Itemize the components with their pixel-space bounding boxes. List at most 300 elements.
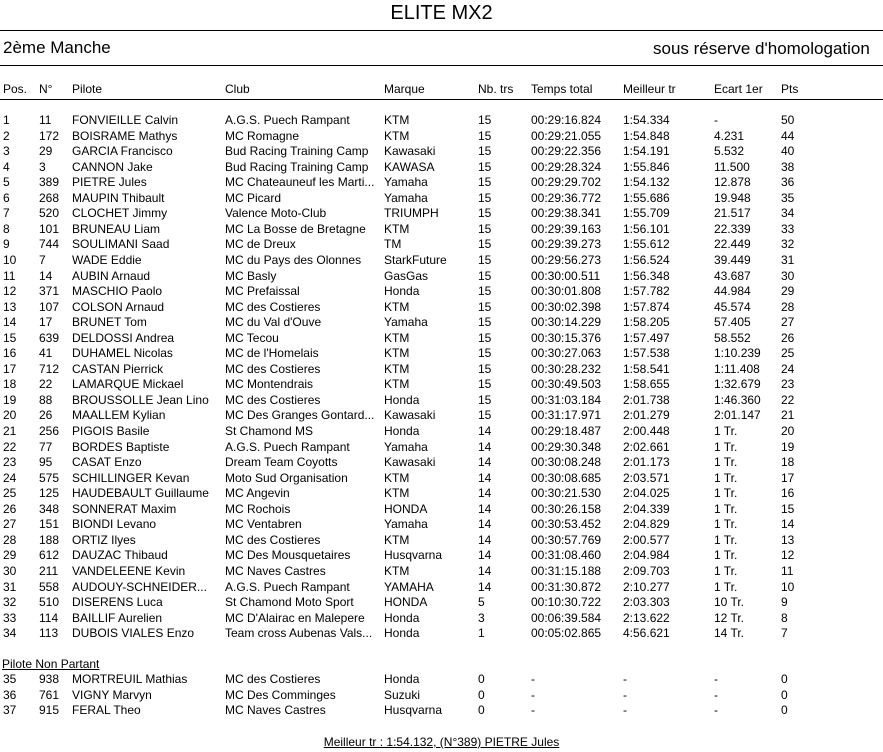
cell-pos: 17 (3, 361, 17, 376)
cell-ecart: 12 Tr. (714, 610, 745, 625)
cell-pts: 13 (781, 532, 795, 547)
cell-marque: Husqvarna (384, 703, 443, 718)
cell-temps: 00:30:27.063 (531, 346, 602, 361)
cell-marque: HONDA (384, 501, 428, 516)
cell-meilleur: 1:57.497 (623, 330, 670, 345)
cell-tours: 15 (478, 361, 492, 376)
cell-num: 88 (39, 392, 53, 407)
cell-marque: Yamaha (384, 517, 428, 532)
cell-temps: 00:10:30.722 (531, 595, 602, 610)
cell-marque: StarkFuture (384, 252, 447, 267)
cell-meilleur: 1:55.846 (623, 159, 670, 174)
cell-pilote: MAUPIN Thibault (72, 190, 165, 205)
cell-meilleur: 1:58.205 (623, 315, 670, 330)
cell-marque: Suzuki (384, 687, 421, 702)
cell-marque: KTM (384, 377, 410, 392)
cell-marque: KTM (384, 221, 410, 236)
table-row (0, 237, 883, 253)
table-row (0, 455, 883, 471)
cell-ecart: 10 Tr. (714, 595, 745, 610)
table-row (0, 611, 883, 627)
cell-pilote: AUDOUY-SCHNEIDER... (72, 579, 207, 594)
table-row (0, 113, 883, 129)
header-pts: Pts (781, 82, 799, 96)
cell-marque: Kawasaki (384, 144, 436, 159)
table-row (0, 408, 883, 424)
table-row (0, 424, 883, 440)
cell-temps: 00:06:39.584 (531, 610, 602, 625)
cell-tours: 15 (478, 190, 492, 205)
cell-num: 575 (39, 470, 60, 485)
cell-ecart: - (714, 703, 718, 718)
table-row (0, 144, 883, 160)
table-row (0, 206, 883, 222)
table-row (0, 362, 883, 378)
cell-pos: 24 (3, 470, 17, 485)
cell-temps: 00:30:15.376 (531, 330, 602, 345)
cell-temps: 00:30:21.530 (531, 486, 602, 501)
cell-marque: Yamaha (384, 175, 428, 190)
cell-tours: 14 (478, 470, 492, 485)
cell-pilote: SCHILLINGER Kevan (72, 470, 190, 485)
cell-pilote: HAUDEBAULT Guillaume (72, 486, 209, 501)
cell-tours: 15 (478, 268, 492, 283)
cell-pts: 23 (781, 377, 795, 392)
cell-tours: 0 (478, 672, 485, 686)
cell-pts: 12 (781, 548, 795, 563)
cell-num: 101 (39, 221, 60, 236)
cell-meilleur: 2:01.279 (623, 408, 670, 423)
cell-pos: 1 (3, 113, 10, 127)
cell-tours: 14 (478, 439, 492, 454)
cell-pts: 31 (781, 252, 795, 267)
cell-club: MC Des Mousquetaires (225, 548, 351, 563)
cell-tours: 14 (478, 563, 492, 578)
header-tours: Nb. trs (478, 82, 514, 96)
cell-pilote: CANNON Jake (72, 159, 153, 174)
cell-pts: 28 (781, 299, 795, 314)
cell-pos: 32 (3, 595, 17, 610)
cell-club: MC D'Alairac en Malepere (225, 610, 365, 625)
cell-ecart: 22.339 (714, 221, 751, 236)
cell-pos: 36 (3, 687, 17, 702)
cell-tours: 14 (478, 424, 492, 438)
cell-tours: 15 (478, 346, 492, 361)
cell-ecart: 1:11.408 (714, 361, 760, 376)
cell-ecart: 1 Tr. (714, 486, 738, 501)
cell-ecart: 1 Tr. (714, 532, 738, 547)
header-pos: Pos. (3, 82, 28, 96)
cell-num: 348 (39, 501, 60, 516)
cell-pts: 30 (781, 268, 795, 283)
cell-temps: 00:30:02.398 (531, 299, 602, 314)
cell-ecart: 1:32.679 (714, 377, 761, 392)
cell-pos: 18 (3, 377, 17, 392)
cell-meilleur: - (623, 672, 627, 686)
cell-club: MC La Bosse de Bretagne (225, 221, 366, 236)
cell-tours: 14 (478, 532, 492, 547)
cell-num: 14 (39, 268, 53, 283)
cell-pilote: VANDELEENE Kevin (72, 563, 186, 578)
table-row (0, 346, 883, 362)
cell-tours: 15 (478, 128, 492, 143)
cell-tours: 0 (478, 687, 485, 702)
cell-club: MC Ventabren (225, 517, 302, 532)
table-row (0, 377, 883, 393)
cell-temps: 00:30:01.808 (531, 284, 602, 299)
header-pilote: Pilote (72, 82, 103, 96)
cell-pos: 29 (3, 548, 17, 563)
cell-pts: 40 (781, 144, 795, 159)
cell-num: 744 (39, 237, 60, 252)
cell-tours: 14 (478, 501, 492, 516)
cell-pos: 10 (3, 252, 17, 267)
cell-club: MC des Costieres (225, 532, 321, 547)
cell-tours: 15 (478, 159, 492, 174)
cell-temps: 00:29:36.772 (531, 190, 602, 205)
cell-num: 125 (39, 486, 60, 501)
cell-num: 389 (39, 175, 60, 190)
cell-pilote: BRUNET Tom (72, 315, 147, 330)
cell-pilote: AUBIN Arnaud (72, 268, 151, 283)
cell-pts: 11 (781, 563, 794, 578)
cell-num: 172 (39, 128, 60, 143)
cell-meilleur: - (623, 687, 627, 702)
header-ecart: Ecart 1er (714, 82, 763, 96)
table-row (0, 626, 883, 642)
cell-meilleur: 1:58.655 (623, 377, 670, 392)
cell-meilleur: 1:56.101 (623, 221, 670, 236)
cell-club: MC Angevin (225, 486, 290, 501)
cell-pts: 16 (781, 486, 795, 501)
cell-club: Team cross Aubenas Vals... (225, 626, 373, 641)
cell-ecart: 2:01.147 (714, 408, 761, 423)
cell-num: 113 (39, 626, 59, 641)
cell-pos: 13 (3, 299, 17, 314)
table-row (0, 191, 883, 207)
cell-club: MC Romagne (225, 128, 300, 143)
header-meilleur: Meilleur tr (623, 82, 676, 96)
cell-ecart: 5.532 (714, 144, 745, 159)
cell-meilleur: 1:54.848 (623, 128, 670, 143)
cell-temps: 00:31:30.872 (531, 579, 602, 594)
cell-pilote: COLSON Arnaud (72, 299, 165, 314)
table-row (0, 595, 883, 611)
cell-ecart: 11.500 (714, 159, 750, 174)
cell-club: St Chamond Moto Sport (225, 595, 354, 610)
cell-pilote: LAMARQUE Mickael (72, 377, 184, 392)
cell-meilleur: 1:55.686 (623, 190, 670, 205)
cell-pilote: MAALLEM Kylian (72, 408, 166, 423)
cell-tours: 15 (478, 175, 492, 190)
table-row (0, 440, 883, 456)
cell-pts: 10 (781, 579, 795, 594)
header-club: Club (225, 82, 250, 96)
cell-temps: 00:31:08.460 (531, 548, 602, 563)
cell-ecart: 39.449 (714, 252, 751, 267)
cell-pos: 30 (3, 563, 17, 578)
cell-meilleur: 2:01.738 (623, 392, 670, 407)
cell-pilote: PIGOIS Basile (72, 424, 150, 438)
cell-num: 761 (39, 687, 60, 702)
cell-ecart: 14 Tr. (714, 626, 745, 641)
cell-ecart: 44.984 (714, 284, 751, 299)
subtitle-divider (0, 65, 883, 66)
cell-marque: KAWASA (384, 159, 435, 174)
cell-marque: HONDA (384, 595, 428, 610)
cell-pts: 19 (781, 439, 795, 454)
cell-tours: 14 (478, 548, 492, 563)
cell-pts: 15 (781, 501, 795, 516)
table-row (0, 517, 883, 533)
cell-pilote: BAILLIF Aurelien (72, 610, 163, 625)
cell-temps: 00:29:56.273 (531, 252, 602, 267)
cell-ecart: 1 Tr. (714, 517, 738, 532)
cell-pts: 20 (781, 424, 795, 438)
table-row (0, 703, 883, 719)
cell-marque: TM (384, 237, 402, 252)
cell-ecart: 21.517 (714, 206, 751, 221)
cell-pilote: FERAL Theo (72, 703, 141, 718)
cell-marque: Kawasaki (384, 455, 436, 470)
cell-pilote: MASCHIO Paolo (72, 284, 163, 299)
cell-club: MC Basly (225, 268, 277, 283)
cell-marque: Honda (384, 284, 420, 299)
cell-ecart: 58.552 (714, 330, 751, 345)
cell-pts: 0 (781, 703, 788, 718)
cell-club: St Chamond MS (225, 424, 314, 438)
cell-pos: 20 (3, 408, 17, 423)
cell-tours: 15 (478, 252, 492, 267)
cell-pos: 25 (3, 486, 17, 501)
table-row (0, 548, 883, 564)
cell-tours: 15 (478, 144, 492, 159)
cell-pts: 0 (781, 687, 788, 702)
cell-num: 26 (39, 408, 53, 423)
cell-temps: 00:29:21.055 (531, 128, 602, 143)
cell-pilote: DAUZAC Thibaud (72, 548, 168, 563)
cell-pos: 2 (3, 128, 10, 143)
cell-ecart: 1 Tr. (714, 563, 738, 578)
cell-pts: 24 (781, 361, 795, 376)
cell-pos: 12 (3, 284, 17, 299)
cell-pts: 0 (781, 672, 788, 686)
cell-pos: 19 (3, 392, 17, 407)
cell-pilote: ORTIZ Ilyes (72, 532, 136, 547)
cell-pts: 7 (781, 626, 788, 641)
cell-meilleur: 2:01.173 (623, 455, 670, 470)
cell-tours: 15 (478, 392, 492, 407)
cell-tours: 14 (478, 579, 492, 594)
cell-num: 3 (39, 159, 46, 174)
cell-meilleur: 1:54.191 (623, 144, 670, 159)
cell-ecart: 43.687 (714, 268, 751, 283)
cell-meilleur: 2:04.025 (623, 486, 670, 501)
cell-pts: 27 (781, 315, 795, 330)
cell-tours: 14 (478, 517, 492, 532)
cell-temps: 00:29:39.163 (531, 221, 602, 236)
cell-club: Moto Sud Organisation (225, 470, 348, 485)
cell-num: 41 (39, 346, 53, 361)
cell-ecart: 1 Tr. (714, 470, 738, 485)
cell-club: MC Chateauneuf les Marti... (225, 175, 375, 190)
cell-tours: 14 (478, 455, 492, 470)
cell-pts: 8 (781, 610, 788, 625)
cell-club: MC Picard (225, 190, 282, 205)
table-row (0, 253, 883, 269)
cell-marque: Husqvarna (384, 548, 443, 563)
cell-num: 915 (39, 703, 60, 718)
cell-ecart: 1 Tr. (714, 455, 738, 470)
cell-ecart: 1 Tr. (714, 439, 738, 454)
cell-temps: 00:29:39.273 (531, 237, 602, 252)
cell-tours: 15 (478, 315, 492, 330)
cell-pos: 4 (3, 159, 10, 174)
table-row (0, 175, 883, 191)
cell-pts: 21 (781, 408, 795, 423)
cell-ecart: 22.449 (714, 237, 751, 252)
cell-meilleur: 2:10.277 (623, 579, 670, 594)
cell-pts: 32 (781, 237, 795, 252)
cell-club: MC Naves Castres (225, 703, 326, 718)
cell-pos: 22 (3, 439, 17, 454)
cell-pos: 23 (3, 455, 17, 470)
cell-marque: KTM (384, 532, 410, 547)
cell-pos: 21 (3, 424, 17, 438)
cell-pos: 35 (3, 672, 17, 686)
cell-club: A.G.S. Puech Rampant (225, 439, 350, 454)
cell-marque: KTM (384, 113, 410, 127)
cell-ecart: 1:10.239 (714, 346, 761, 361)
header-divider (0, 99, 883, 100)
cell-tours: 15 (478, 206, 492, 221)
cell-club: MC des Costieres (225, 299, 321, 314)
cell-temps: 00:29:16.824 (531, 113, 602, 127)
cell-tours: 15 (478, 330, 492, 345)
table-row (0, 331, 883, 347)
cell-tours: 3 (478, 610, 485, 625)
cell-pos: 7 (3, 206, 10, 221)
cell-club: MC de Dreux (225, 237, 296, 252)
table-row (0, 502, 883, 518)
cell-pilote: DUHAMEL Nicolas (72, 346, 173, 361)
cell-num: 11 (39, 113, 52, 127)
cell-club: MC Tecou (225, 330, 279, 345)
cell-club: MC des Costieres (225, 392, 321, 407)
cell-num: 114 (39, 610, 59, 625)
cell-pts: 18 (781, 455, 795, 470)
cell-meilleur: 1:58.541 (623, 361, 670, 376)
cell-meilleur: 2:03.303 (623, 595, 670, 610)
cell-marque: KTM (384, 330, 410, 345)
cell-num: 22 (39, 377, 53, 392)
cell-temps: 00:29:30.348 (531, 439, 602, 454)
cell-tours: 14 (478, 486, 492, 501)
cell-temps: 00:31:15.188 (531, 563, 602, 578)
cell-club: MC de l'Homelais (225, 346, 319, 361)
table-row (0, 580, 883, 596)
cell-club: Bud Racing Training Camp (225, 144, 369, 159)
cell-temps: 00:30:00.511 (531, 268, 601, 283)
cell-pos: 15 (3, 330, 17, 345)
cell-num: 639 (39, 330, 60, 345)
cell-club: A.G.S. Puech Rampant (225, 113, 350, 127)
cell-marque: Kawasaki (384, 408, 436, 423)
cell-pts: 33 (781, 221, 795, 236)
cell-ecart: 45.574 (714, 299, 751, 314)
cell-ecart: 1 Tr. (714, 579, 738, 594)
cell-pilote: SONNERAT Maxim (72, 501, 177, 516)
cell-pts: 38 (781, 159, 795, 174)
cell-pts: 44 (781, 128, 795, 143)
cell-pilote: BRUNEAU Liam (72, 221, 161, 236)
cell-club: Valence Moto-Club (225, 206, 327, 221)
cell-meilleur: 2:04.339 (623, 501, 670, 516)
cell-meilleur: - (623, 703, 627, 718)
cell-num: 371 (39, 284, 60, 299)
cell-ecart: 12.878 (714, 175, 751, 190)
cell-marque: KTM (384, 128, 410, 143)
cell-meilleur: 2:04.984 (623, 548, 670, 563)
cell-club: Bud Racing Training Camp (225, 159, 369, 174)
cell-pos: 28 (3, 532, 17, 547)
cell-meilleur: 1:54.334 (623, 113, 670, 127)
cell-pts: 9 (781, 595, 788, 610)
cell-club: MC du Val d'Ouve (225, 315, 322, 330)
cell-num: 268 (39, 190, 60, 205)
cell-temps: 00:30:26.158 (531, 501, 602, 516)
table-row (0, 672, 883, 688)
cell-meilleur: 1:57.538 (623, 346, 670, 361)
cell-meilleur: 1:55.612 (623, 237, 670, 252)
best-lap-footer (0, 735, 883, 750)
cell-num: 520 (39, 206, 60, 221)
cell-meilleur: 1:56.348 (623, 268, 670, 283)
cell-tours: 15 (478, 377, 492, 392)
cell-club: Dream Team Coyotts (225, 455, 338, 470)
cell-tours: 15 (478, 237, 492, 252)
cell-marque: KTM (384, 563, 410, 578)
table-row (0, 315, 883, 331)
cell-ecart: - (714, 687, 718, 702)
cell-meilleur: 1:55.709 (623, 206, 670, 221)
cell-marque: Honda (384, 610, 420, 625)
cell-pts: 34 (781, 206, 795, 221)
cell-pos: 37 (3, 703, 17, 718)
cell-temps: 00:30:08.248 (531, 455, 602, 470)
cell-pos: 3 (3, 144, 10, 159)
manche-label: 2ème Manche (3, 38, 111, 57)
cell-ecart: 1:46.360 (714, 392, 761, 407)
cell-marque: Yamaha (384, 190, 428, 205)
cell-num: 17 (39, 315, 53, 330)
cell-pos: 11 (3, 268, 16, 283)
cell-pts: 36 (781, 175, 795, 190)
cell-pilote: PIETRE Jules (72, 175, 147, 190)
cell-meilleur: 2:00.577 (623, 532, 670, 547)
cell-club: MC Des Comminges (225, 687, 336, 702)
cell-temps: 00:31:03.184 (531, 392, 602, 407)
cell-meilleur: 2:00.448 (623, 424, 670, 438)
cell-club: MC Rochois (225, 501, 291, 516)
cell-pilote: VIGNY Marvyn (72, 687, 152, 702)
header-marque: Marque (384, 82, 425, 96)
cell-club: MC Des Granges Gontard... (225, 408, 375, 423)
cell-club: MC Naves Castres (225, 563, 326, 578)
cell-marque: KTM (384, 361, 410, 376)
title-divider (0, 30, 883, 31)
cell-temps: - (531, 703, 535, 718)
